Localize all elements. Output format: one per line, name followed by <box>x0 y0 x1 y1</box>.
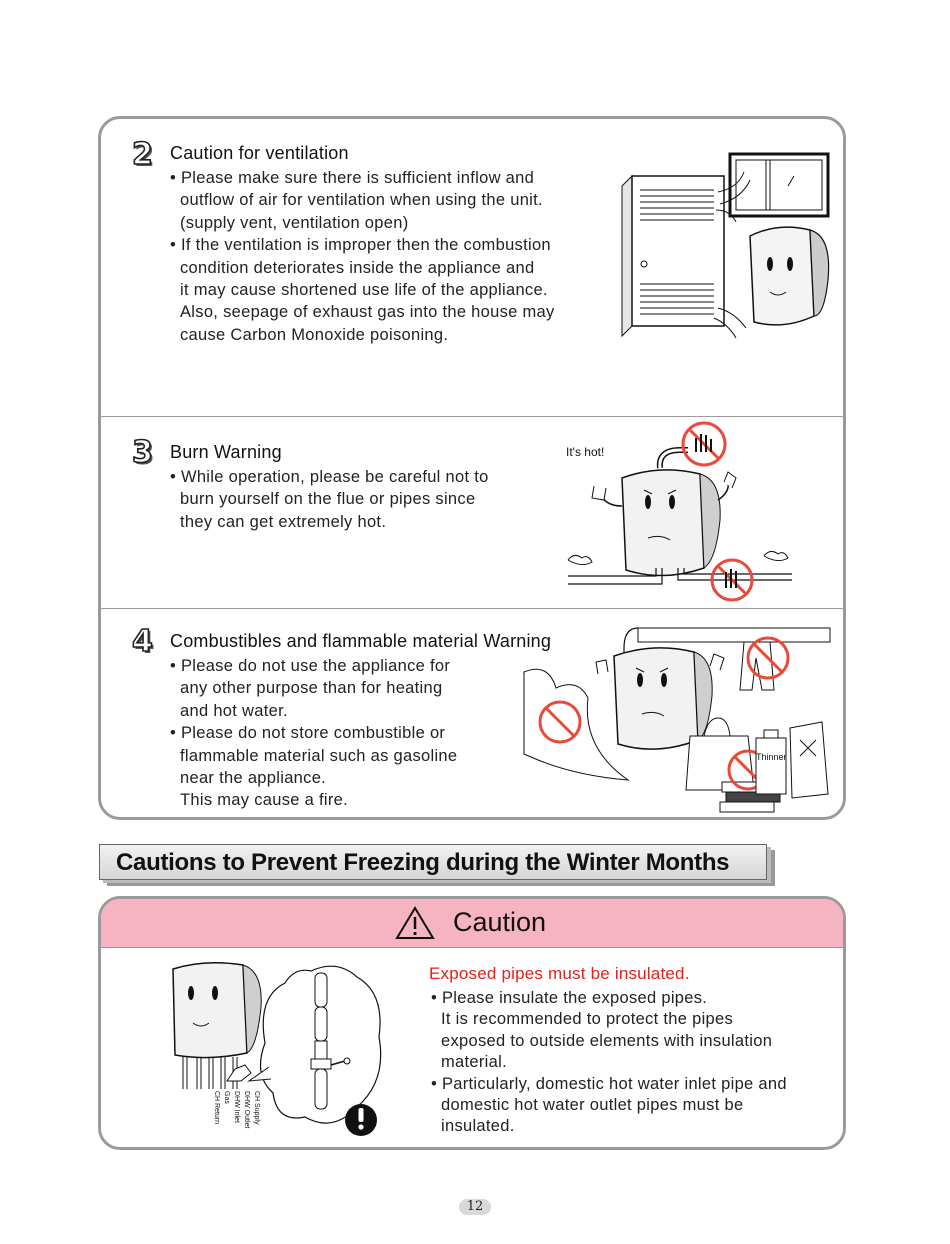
text-line: any other purpose than for heating <box>180 679 443 698</box>
section-body <box>170 466 550 533</box>
caution-title: Caution <box>453 907 547 937</box>
page-number: 12 <box>459 1199 491 1215</box>
pipe-label: DHW Inlet <box>233 1091 240 1123</box>
text-line: • Please make sure there is sufficient inflow and <box>170 169 535 187</box>
section-title: Burn Warning <box>170 442 282 462</box>
text-line: near the appliance. <box>180 769 327 788</box>
section-divider <box>100 416 846 417</box>
pipe-label: CH Supply <box>253 1091 260 1125</box>
section-banner <box>99 844 767 880</box>
text-line: • Particularly, domestic hot water inlet pipe and <box>431 1074 787 1093</box>
text-line: material. <box>441 1053 507 1072</box>
pipe-label: Gas <box>223 1091 230 1104</box>
text-line: Also, seepage of exhaust gas into the house may <box>180 303 555 322</box>
text-line: exposed to outside elements with insulation <box>441 1031 773 1050</box>
pipe-label: DHW Outlet <box>243 1091 250 1129</box>
combustibles-illustration <box>518 618 838 818</box>
section-body <box>170 167 620 346</box>
text-line: it may cause shortened use life of the appliance. <box>180 281 548 300</box>
text-line: It is recommended to protect the pipes <box>441 1010 734 1029</box>
text-line: insulated. <box>441 1117 515 1136</box>
caution-header <box>101 899 843 948</box>
warning-triangle-icon <box>395 906 435 940</box>
text-line: they can get extremely hot. <box>180 512 387 531</box>
pipe-label: CH Return <box>213 1091 220 1125</box>
text-line: • While operation, please be careful not to <box>170 468 489 486</box>
text-line: • Please do not store combustible or <box>170 724 446 743</box>
text-line: outflow of air for ventilation when using the unit. <box>180 191 543 210</box>
thinner-label: Thinner <box>756 752 787 762</box>
text-line: • If the ventilation is improper then the combustion <box>170 236 551 255</box>
text-line: burn yourself on the flue or pipes since <box>180 490 476 509</box>
text-line: • Please do not use the appliance for <box>170 657 451 675</box>
section-title: Caution for ventilation <box>170 143 349 163</box>
ventilation-illustration <box>618 150 834 350</box>
section-body <box>170 655 510 812</box>
text-line: This may cause a fire. <box>180 791 348 810</box>
caution-body <box>431 988 831 1138</box>
caution-box <box>98 896 846 1150</box>
section-number: 2 <box>132 137 153 172</box>
section-number: 3 <box>132 435 153 470</box>
text-line: domestic hot water outlet pipes must be <box>441 1096 744 1115</box>
section-number: 4 <box>132 624 153 659</box>
text-line: (supply vent, ventilation open) <box>180 213 409 232</box>
hot-label: It's hot! <box>566 445 605 459</box>
text-line: and hot water. <box>180 701 288 720</box>
burn-warning-illustration <box>560 420 800 604</box>
caution-subheading: Exposed pipes must be insulated. <box>429 964 690 983</box>
banner-title: Cautions to Prevent Freezing during the Winter Months <box>116 849 730 876</box>
text-line: cause Carbon Monoxide poisoning. <box>180 325 449 344</box>
section-title: Combustibles and flammable material Warning <box>170 631 552 651</box>
text-line: • Please insulate the exposed pipes. <box>431 989 708 1007</box>
insulation-illustration <box>161 957 401 1147</box>
text-line: condition deteriorates inside the appliance and <box>180 258 535 277</box>
section-divider <box>100 608 846 609</box>
text-line: flammable material such as gasoline <box>180 746 458 765</box>
